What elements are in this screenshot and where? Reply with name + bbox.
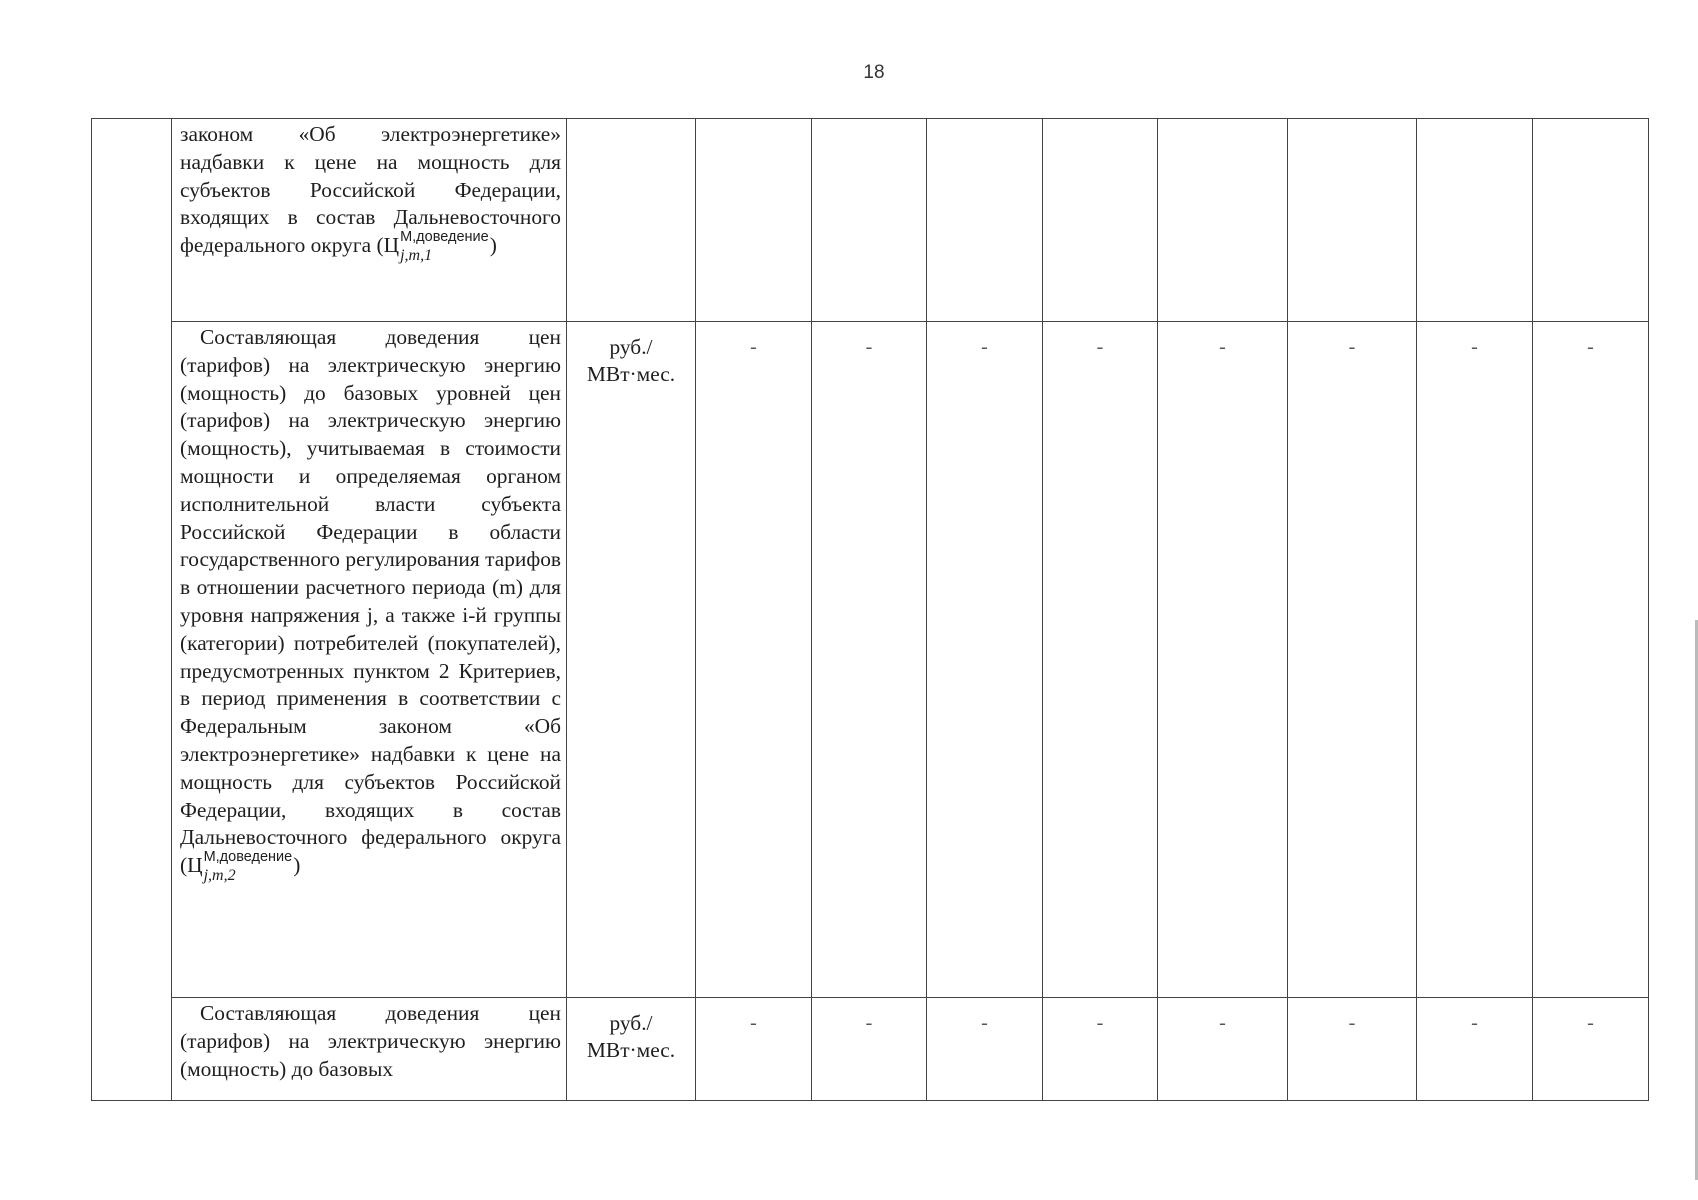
value-cell: - xyxy=(1417,322,1533,998)
tariff-table xyxy=(91,118,1649,1101)
table-row xyxy=(92,119,1649,322)
unit-cell: руб./ МВт·мес. xyxy=(567,998,696,1101)
value-cell: - xyxy=(1417,998,1533,1101)
unit-cell xyxy=(567,119,696,322)
value-cell: - xyxy=(1158,998,1288,1101)
value-cell: - xyxy=(1158,322,1288,998)
table-row xyxy=(92,998,1649,1101)
value-cell: - xyxy=(812,322,927,998)
value-cell xyxy=(1043,119,1158,322)
value-cell: - xyxy=(696,998,812,1101)
page-number: 18 xyxy=(863,62,885,83)
index-cell xyxy=(92,119,172,1101)
value-cell xyxy=(927,119,1043,322)
value-cell: - xyxy=(1533,322,1649,998)
value-cell xyxy=(696,119,812,322)
description-cell: Составляющая доведения цен (тарифов) на электрическую энергию (мощность) до базовых уровней цен (тарифов) на электрическую энергию (мощность), учитываемая в стоимости мощности и определяемая органом исполнительной власти субъекта Российской Федерации в области государственного регулирования тарифов в отношении расчетного периода (m) для уровня напряжения j, а также i-й группы (категории) потребителей (покупателей), предусмотренных пунктом 2 Критериев, в период применения в соответствии с Федеральным законом «Об электроэнергетике» надбавки к цене на мощность для субъектов Российской Федерации, входящих в состав Дальневосточного федерального округа (Ц М,доведение j,m,2 ) xyxy=(172,322,567,998)
formula: Ц М,доведение j,m,2 ) xyxy=(187,849,301,884)
value-cell: - xyxy=(1533,998,1649,1101)
value-cell: - xyxy=(927,322,1043,998)
value-cell xyxy=(1288,119,1417,322)
value-cell: - xyxy=(1288,998,1417,1101)
value-cell xyxy=(1417,119,1533,322)
value-cell: - xyxy=(1288,322,1417,998)
formula: Ц М,доведение j,m,1 ) xyxy=(383,229,497,264)
table-row xyxy=(92,322,1649,998)
description-cell: законом «Об электроэнергетике» надбавки к цене на мощность для субъектов Российской Федерации, входящих в состав Дальневосточного федерального округа (Ц М,доведение j,m,1 ) xyxy=(172,119,567,322)
value-cell: - xyxy=(1043,322,1158,998)
value-cell xyxy=(1158,119,1288,322)
value-cell: - xyxy=(927,998,1043,1101)
value-cell: - xyxy=(1043,998,1158,1101)
unit-cell: руб./ МВт·мес. xyxy=(567,322,696,998)
value-cell xyxy=(1533,119,1649,322)
value-cell: - xyxy=(696,322,812,998)
value-cell xyxy=(812,119,927,322)
description-cell: Составляющая доведения цен (тарифов) на электрическую энергию (мощность) до базовых xyxy=(172,998,567,1101)
value-cell: - xyxy=(812,998,927,1101)
